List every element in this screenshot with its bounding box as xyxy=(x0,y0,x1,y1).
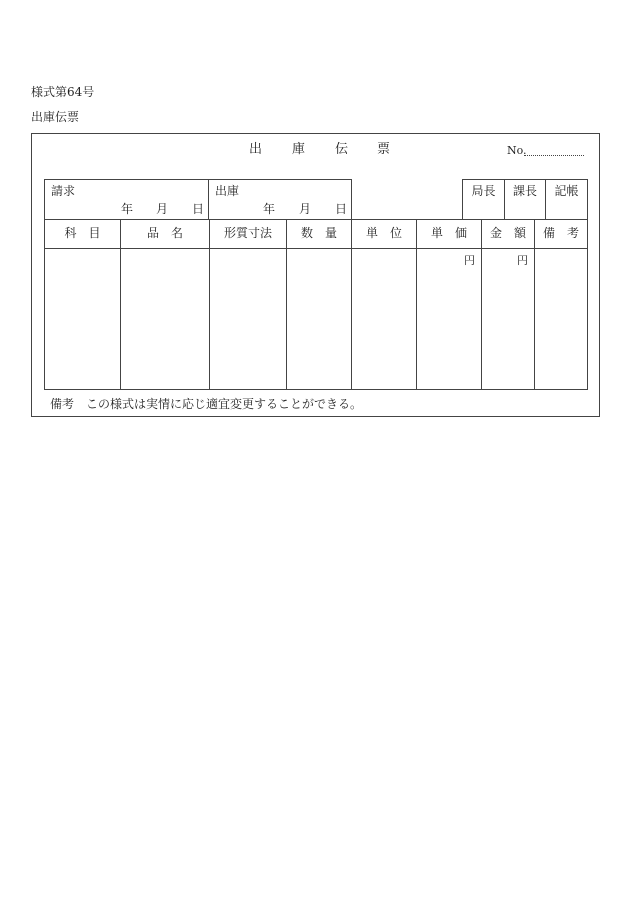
table-left-border xyxy=(44,179,45,389)
slip-number-field[interactable] xyxy=(524,155,584,156)
col-divider xyxy=(351,219,352,389)
box-top-right xyxy=(462,179,588,180)
form-frame xyxy=(31,133,600,417)
box-top-left xyxy=(44,179,351,180)
form-number: 様式第64号 xyxy=(31,85,95,99)
col-header-amount: 金 額 xyxy=(489,226,526,240)
approval-bookkeeping: 記帳 xyxy=(554,184,579,198)
title-char: 出 xyxy=(249,142,263,157)
approval-director: 局長 xyxy=(471,184,496,198)
request-issue-divider xyxy=(208,179,209,219)
col-divider xyxy=(481,219,482,389)
title-char: 庫 xyxy=(292,142,306,157)
request-year: 年 xyxy=(121,202,134,216)
issue-year: 年 xyxy=(263,202,276,216)
col-divider xyxy=(416,219,417,389)
col-header-quantity: 数 量 xyxy=(300,226,337,240)
box-bottom-line xyxy=(44,219,588,220)
issue-label: 出庫 xyxy=(215,184,240,198)
issue-month: 月 xyxy=(299,202,312,216)
col-header-item-name: 品 名 xyxy=(146,226,183,240)
amount-yen: 円 xyxy=(517,254,528,267)
issue-right-divider xyxy=(351,179,352,219)
unit-price-yen: 円 xyxy=(464,254,475,267)
table-bottom-border xyxy=(44,389,588,390)
request-day: 日 xyxy=(192,202,205,216)
request-label: 請求 xyxy=(51,184,76,198)
col-header-remarks: 備 考 xyxy=(542,226,579,240)
col-header-unit: 単 位 xyxy=(365,226,402,240)
table-right-border xyxy=(587,179,588,389)
slip-number-label: No. xyxy=(507,144,527,157)
col-divider xyxy=(534,219,535,389)
remarks-note: 備考 この様式は実情に応じ適宜変更することができる。 xyxy=(50,397,363,411)
col-divider xyxy=(120,219,121,389)
header-row-bottom xyxy=(44,248,588,249)
form-name: 出庫伝票 xyxy=(31,110,80,124)
col-header-unit-price: 単 価 xyxy=(430,226,467,240)
title-char: 票 xyxy=(377,142,391,157)
request-month: 月 xyxy=(156,202,169,216)
col-header-specification: 形質寸法 xyxy=(223,226,272,240)
col-divider xyxy=(286,219,287,389)
issue-day: 日 xyxy=(335,202,348,216)
col-divider xyxy=(209,219,210,389)
title-char: 伝 xyxy=(335,142,349,157)
col-header-account: 科 目 xyxy=(64,226,101,240)
approval-section-chief: 課長 xyxy=(512,184,537,198)
